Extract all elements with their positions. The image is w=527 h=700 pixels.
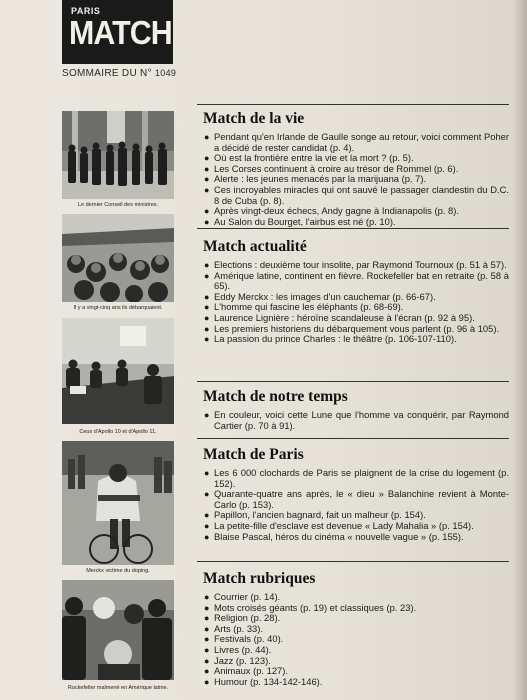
list-item: ● Papillon, l'ancien bagnard, fait un malheur (p. 154). — [204, 509, 426, 521]
list-item: ● Blaise Pascal, héros du cinéma « nouvelle vague » (p. 155). — [204, 530, 464, 542]
list-item: ● Les Corses continuent à croire au trésor de Rommel (p. 6). — [204, 162, 459, 174]
list-item: ● Amérique latine, continent en fièvre. Rockefeller bat en retraite (p. 58 à 65). — [204, 269, 509, 292]
list-item: ● Eddy Merckx : les images d'un cauchemar (p. 66-67). — [204, 290, 436, 302]
section-rule-1 — [197, 104, 509, 105]
list-item: ● Arts (p. 33). — [204, 622, 263, 634]
list-item: ● Les 6 000 clochards de Paris se plaignent de la crise du logement (p. 152). — [204, 467, 509, 489]
section-rule-4 — [197, 438, 509, 439]
list-item: ● En couleur, voici cette Lune que l'homme va conquérir, par Raymond Cartier (p. 70 à 91). — [204, 409, 509, 431]
list-item: ● Humour (p. 134-142-146). — [204, 675, 323, 687]
list-item: ● Ces incroyables miracles qui ont sauvé le passager clandestin du D.C. 8 de Cuba (p. 8). — [204, 183, 509, 206]
list-item: ● Les premiers historiens du débarquement vous parlent (p. 96 à 105). — [204, 322, 500, 334]
section-rule-3 — [197, 381, 509, 382]
list-item: ● La petite-fille d'esclave est devenue « Lady Mahalia » (p. 154). — [204, 519, 474, 531]
list-item: ● Alerte : les jeunes menacés par la marijuana (p. 7). — [204, 173, 427, 185]
section-title: Match rubriques — [203, 570, 316, 587]
section-title: Match de notre temps — [203, 388, 348, 405]
photo-caption-4: Merckx victime du doping. — [86, 568, 150, 574]
list-item: ● La passion du prince Charles : le théâtre (p. 106-107-110). — [204, 333, 457, 345]
section-title: Match de Paris — [203, 446, 304, 463]
photo-apollo-crews — [62, 318, 174, 424]
list-item: ● Elections : deuxième tour insolite, par Raymond Tournoux (p. 51 à 57). — [204, 259, 507, 270]
photo-caption-1: Le dernier Conseil des ministres. — [77, 202, 159, 208]
list-item: ● Festivals (p. 40). — [204, 633, 284, 645]
section-match-de-notre-temps — [197, 388, 509, 431]
photo-caption-2: Il y a vingt-cinq ans ils débarquaient. — [73, 305, 163, 311]
section-rule-5 — [197, 561, 509, 562]
list-item: ● Quarante-quatre ans après, le « dieu » Balanchine revient à Monte-Carlo (p. 153). — [204, 488, 509, 510]
issue-line — [62, 68, 176, 79]
list-item: ● Où est la frontière entre la vie et la mort ? (p. 5). — [204, 152, 414, 164]
list-item: ● Jazz (p. 123). — [204, 654, 271, 666]
list-item: ● Religion (p. 28). — [204, 612, 281, 624]
paris-match-logo — [62, 0, 173, 64]
list-item: ● Courrier (p. 14). — [204, 591, 281, 602]
issue-number: 1049 — [154, 68, 177, 78]
logo-match-text: MATCH — [69, 14, 172, 51]
section-title: Match de la vie — [203, 110, 305, 127]
list-item: ● Laurence Lignière : héroïne scandaleuse à l'écran (p. 92 à 95). — [204, 311, 475, 323]
section-match-rubriques — [197, 570, 509, 687]
list-item: ● L'homme qui fascine les éléphants (p. 68-69). — [204, 301, 404, 313]
list-item: ● Mots croisés géants (p. 19) et classiques (p. 23). — [204, 601, 417, 613]
list-item: ● Animaux (p. 127). — [204, 665, 288, 677]
photo-caption-3: Ceux d'Apollo 10 et d'Apollo 11. — [79, 429, 157, 435]
photo-council-ministers — [62, 111, 174, 199]
page-edge-shadow — [513, 0, 527, 700]
section-match-de-la-vie — [197, 110, 509, 227]
list-item: ● Pendant qu'en Irlande de Gaulle songe au retour, voici comment Poher a décidé de rester candidat (p. 4). — [204, 131, 509, 153]
list-item: ● Livres (p. 44). — [204, 643, 272, 655]
photo-rockefeller — [62, 580, 174, 680]
logo-paris-text: PARIS — [71, 6, 101, 16]
photo-merckx — [62, 441, 174, 565]
section-match-actualite — [197, 238, 509, 345]
list-item: ● Après vingt-deux échecs, Andy gagne à Indianapolis (p. 8). — [204, 205, 459, 217]
section-rule-2 — [197, 228, 509, 229]
section-title: Match actualité — [203, 238, 307, 255]
section-match-de-paris — [197, 446, 509, 542]
list-item: ● Au Salon du Bourget, l'airbus est né (p. 10). — [204, 215, 396, 227]
issue-label: SOMMAIRE DU N° — [62, 68, 152, 79]
photo-landing — [62, 214, 174, 302]
photo-caption-5: Rockefeller malmené en Amérique latine. — [67, 685, 169, 691]
